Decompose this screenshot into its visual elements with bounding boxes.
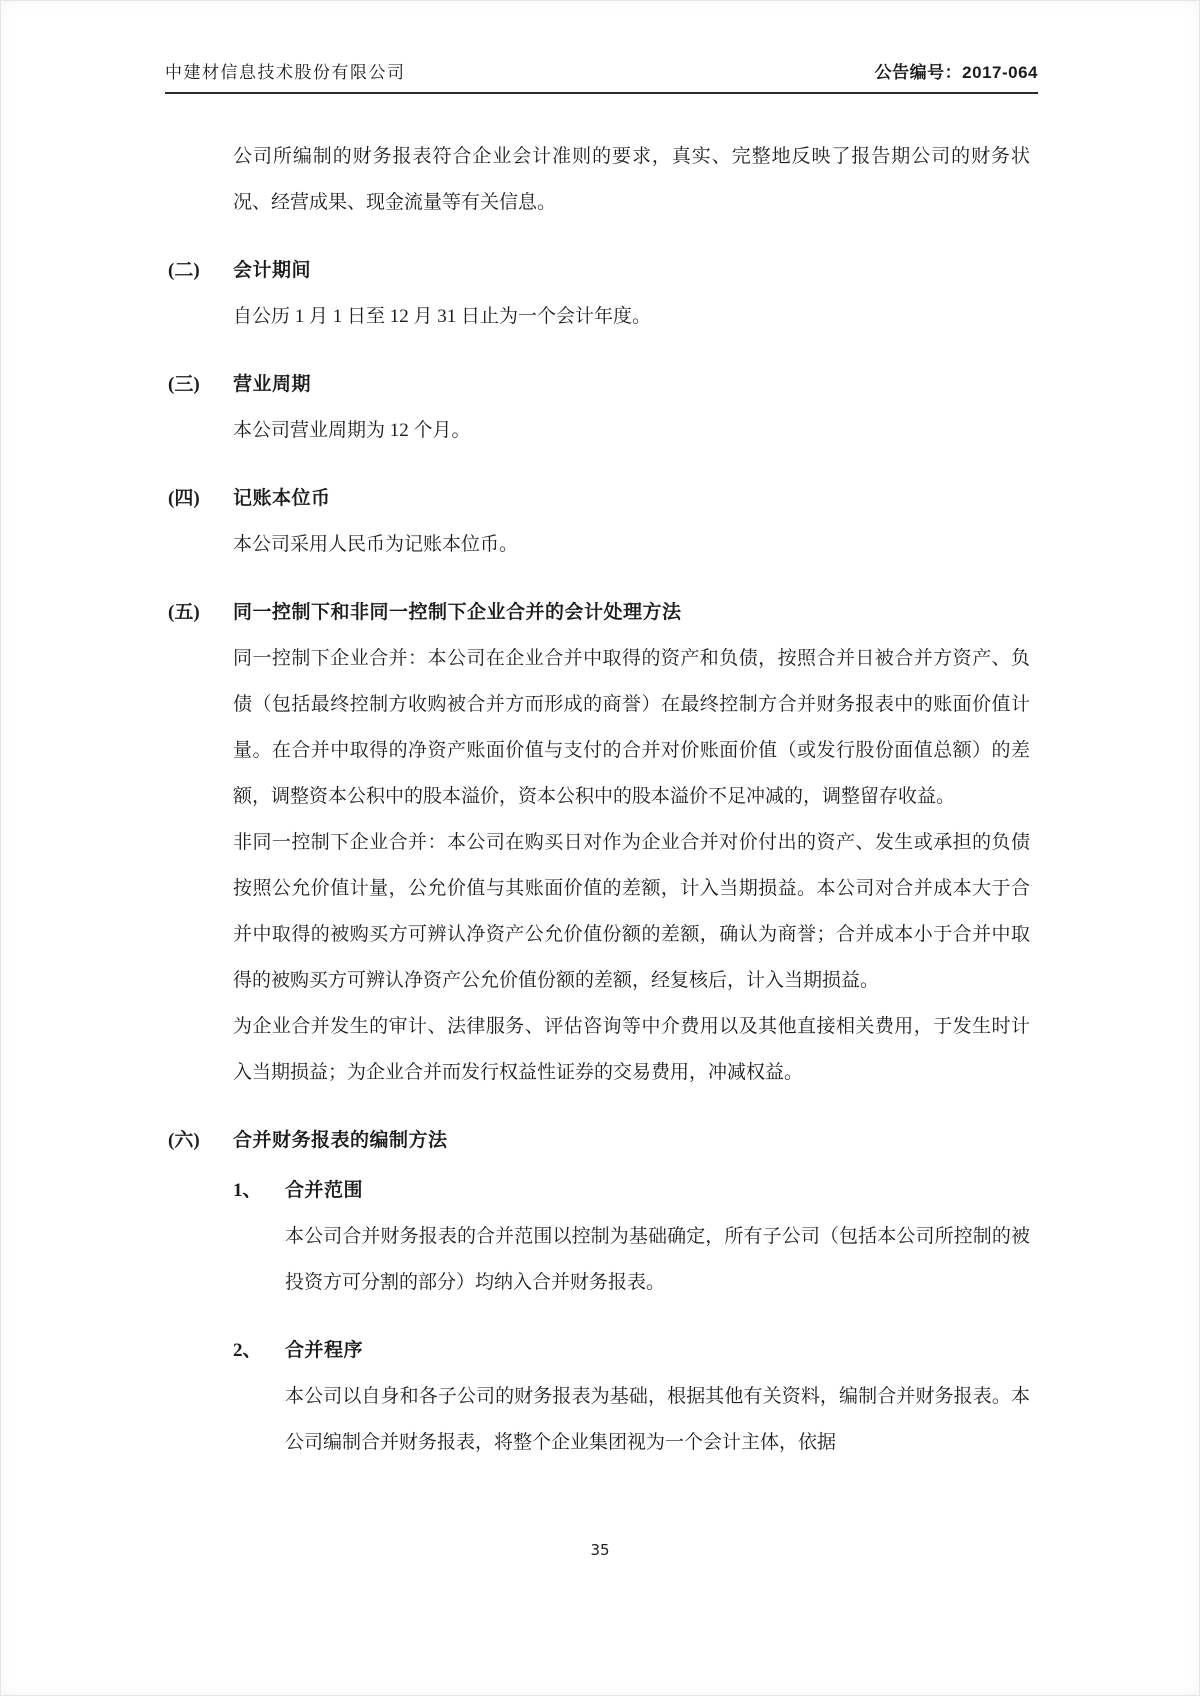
subsection-heading (233, 1168, 1030, 1214)
section-number: (四) (168, 488, 200, 509)
section-accounting-period (168, 248, 1030, 340)
section-number: (五) (168, 602, 200, 623)
section-heading (168, 248, 1030, 294)
document-body (168, 134, 1030, 1466)
section-title: 营业周期 (233, 374, 312, 395)
announcement-number-value: 2017-064 (962, 63, 1038, 82)
paragraph: 同一控制下企业合并：本公司在企业合并中取得的资产和负债，按照合并日被合并方资产、负债（包括最终控制方收购被合并方而形成的商誉）在最终控制方合并财务报表中的账面价值计量。在合并中取得的净资产账面价值与支付的合并对价账面价值（或发行股份面值总额）的差额，调整资本公积中的股本溢价，资本公积中的股本溢价不足冲减的，调整留存收益。 (233, 648, 1030, 807)
section-business-combination (168, 590, 1030, 1096)
section-title: 合并财务报表的编制方法 (233, 1130, 448, 1151)
paragraph: 为企业合并发生的审计、法律服务、评估咨询等中介费用以及其他直接相关费用，于发生时计入当期损益；为企业合并而发行权益性证券的交易费用，冲减权益。 (233, 1016, 1030, 1083)
company-name: 中建材信息技术股份有限公司 (165, 63, 406, 82)
section-number: (三) (168, 374, 200, 395)
announcement-number-label: 公告编号： (874, 63, 963, 82)
intro-paragraph: 公司所编制的财务报表符合企业会计准则的要求，真实、完整地反映了报告期公司的财务状况、经营成果、现金流量等有关信息。 (233, 146, 1030, 213)
section-title: 会计期间 (233, 260, 312, 281)
section-heading (168, 362, 1030, 408)
paragraph: 本公司采用人民币为记账本位币。 (233, 534, 519, 555)
page-footer (0, 1541, 1200, 1559)
section-heading (168, 1118, 1030, 1164)
subsection-consolidation-procedure (168, 1328, 1030, 1466)
subsection-heading (233, 1328, 1030, 1374)
section-number: (二) (168, 260, 200, 281)
section-number: (六) (168, 1130, 200, 1151)
section-heading (168, 590, 1030, 636)
subsection-number: 1、 (233, 1180, 262, 1201)
section-functional-currency (168, 476, 1030, 568)
subsection-number: 2、 (233, 1340, 262, 1361)
section-operating-cycle (168, 362, 1030, 454)
subsection-consolidation-scope (168, 1168, 1030, 1306)
announcement-number (875, 58, 1038, 83)
paragraph: 非同一控制下企业合并：本公司在购买日对作为企业合并对价付出的资产、发生或承担的负债按照公允价值计量，公允价值与其账面价值的差额，计入当期损益。本公司对合并成本大于合并中取得的被购买方可辨认净资产公允价值份额的差额，确认为商誉；合并成本小于合并中取得的被购买方可辨认净资产公允价值份额的差额，经复核后，计入当期损益。 (233, 832, 1030, 991)
section-consolidated-statements (168, 1118, 1030, 1466)
section-heading (168, 476, 1030, 522)
paragraph: 本公司合并财务报表的合并范围以控制为基础确定，所有子公司（包括本公司所控制的被投资方可分割的部分）均纳入合并财务报表。 (285, 1226, 1030, 1293)
paragraph: 本公司营业周期为 12 个月。 (233, 420, 471, 441)
paragraph: 本公司以自身和各子公司的财务报表为基础，根据其他有关资料，编制合并财务报表。本公司编制合并财务报表，将整个企业集团视为一个会计主体，依据 (285, 1386, 1030, 1453)
page-header (165, 58, 1038, 94)
subsection-title: 合并范围 (285, 1180, 364, 1201)
paragraph: 自公历 1 月 1 日至 12 月 31 日止为一个会计年度。 (233, 306, 652, 327)
section-title: 记账本位币 (233, 488, 331, 509)
page-number: 35 (590, 1541, 610, 1559)
subsection-title: 合并程序 (285, 1340, 364, 1361)
section-title: 同一控制下和非同一控制下企业合并的会计处理方法 (233, 602, 682, 623)
